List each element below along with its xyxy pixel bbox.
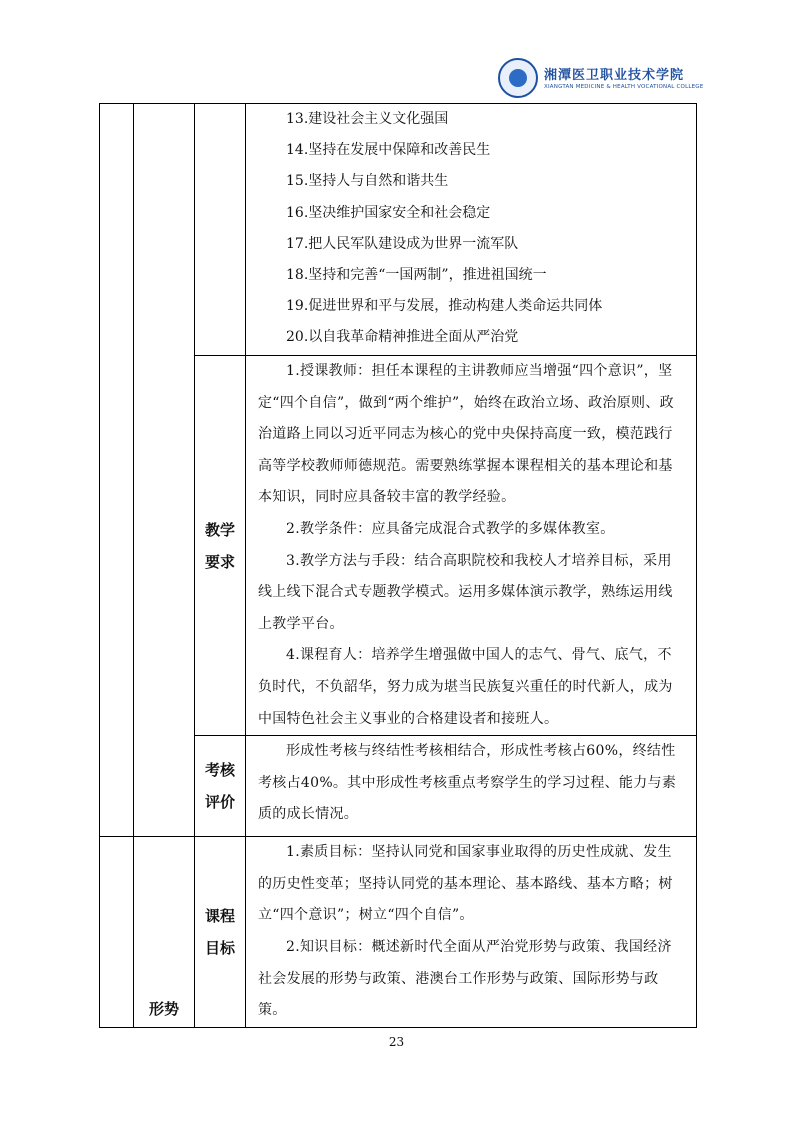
paragraph: 形成性考核与终结性考核相结合，形成性考核占60%，终结性考核占40%。其中形成性考核重点考察学生的学习过程、能力与素质的成长情况。 — [258, 743, 677, 823]
list-item: 14.坚持在发展中保障和改善民生 — [286, 142, 491, 159]
paragraph: 2.教学条件：应具备完成混合式教学的多媒体教室。 — [286, 520, 615, 537]
syllabus-table — [99, 103, 697, 1028]
paragraph: 3.教学方法与手段：结合高职院校和我校人才培养目标，采用线上线下混合式专题教学模式。运用多媒体演示教学，熟练运用线上教学平台。 — [258, 552, 673, 632]
content-list-cell — [246, 104, 697, 356]
course-name-cell: 形势 — [134, 837, 195, 1028]
blank-cell-col2 — [134, 104, 195, 837]
college-logo — [498, 58, 704, 102]
list-item: 13.建设社会主义文化强国 — [286, 111, 449, 127]
list-item: 20.以自我革命精神推进全面从严治党 — [286, 329, 519, 346]
teaching-requirements-cell — [246, 356, 697, 736]
list-item: 17.把人民军队建设成为世界一流军队 — [286, 235, 519, 252]
page-number: 23 — [388, 1035, 405, 1049]
course-goals-label: 课程 目标 — [195, 837, 246, 1028]
list-item: 18.坚持和完善“一国两制”，推进祖国统一 — [286, 267, 547, 284]
blank-cell-col1 — [100, 104, 134, 837]
list-item: 15.坚持人与自然和谐共生 — [286, 173, 449, 190]
paragraph: 1.授课教师：担任本课程的主讲教师应当增强“四个意识”，坚定“四个自信”，做到“两个维护”，始终在政治立场、政治原则、政治道路上同以习近平同志为核心的党中央保持高度一致，模范践行高等学校教师师德规范。需要熟练掌握本课程相关的基本理论和基本知识，同时应具备较丰富的教学经验。 — [258, 363, 674, 506]
blank-cell-col3 — [195, 104, 246, 356]
course-goals-row — [100, 837, 697, 1028]
list-item: 19.促进世界和平与发展，推动构建人类命运共同体 — [286, 298, 603, 315]
content-row — [100, 104, 697, 356]
college-emblem-icon — [498, 58, 538, 98]
blank-cell-col1 — [100, 837, 134, 1028]
paragraph: 2.知识目标：概述新时代全面从严治党形势与政策、我国经济社会发展的形势与政策、港澳台工作形势与政策、国际形势与政策。 — [258, 938, 672, 1019]
teaching-requirements-label: 教学 要求 — [195, 356, 246, 736]
paragraph: 1.素质目标：坚持认同党和国家事业取得的历史性成就、发生的历史性变革；坚持认同党的基本理论、基本路线、基本方略；树立“四个意识”；树立“四个自信”。 — [258, 844, 673, 924]
course-goals-cell — [246, 837, 697, 1028]
logo-title: 湘潭医卫职业技术学院 — [544, 68, 685, 83]
assessment-cell — [246, 736, 697, 837]
list-item: 16.坚决维护国家安全和社会稳定 — [286, 204, 491, 221]
logo-subtitle: XIANGTAN MEDICINE & HEALTH VOCATIONAL COLLEGE — [544, 84, 704, 90]
assessment-label: 考核 评价 — [195, 736, 246, 837]
paragraph: 4.课程育人：培养学生增强做中国人的志气、骨气、底气，不负时代，不负韶华，努力成为堪当民族复兴重任的时代新人，成为中国特色社会主义事业的合格建设者和接班人。 — [258, 647, 673, 727]
